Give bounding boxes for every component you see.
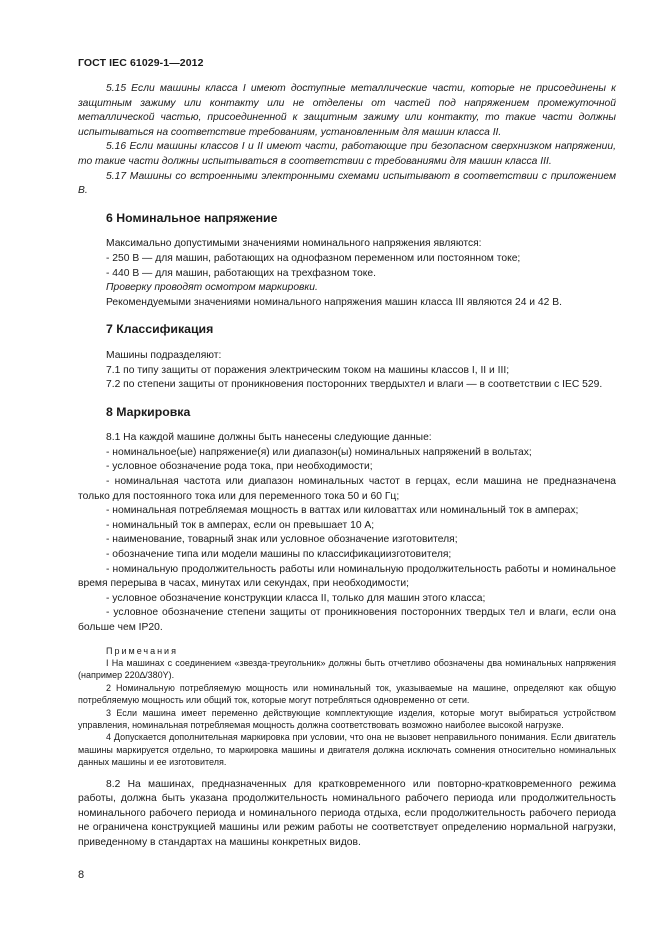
note-item: 3 Если машина имеет переменно действующие комплектующие изделия, которые могут выбираться устройством управления, номинальная потребляемая мощность должна соответствовать возможно наиболее высокой нагрузке. (78, 707, 616, 731)
section-7-intro: Машины подразделяют: (106, 349, 222, 361)
section-6-item-2: - 440 В — для машин, работающих на трехфазном токе. (106, 267, 376, 279)
marking-item: - номинальный ток в амперах, если он превышает 10 А; (106, 519, 375, 531)
marking-item: - номинальная частота или диапазон номинальных частот в герцах, если машина не предназначена только для постоянного тока или для переменного тока 50 и 60 Гц; (78, 476, 616, 502)
marking-item: - номинальная потребляемая мощность в ваттах или киловаттах или номинальный ток в амперах; (106, 505, 579, 517)
clause-7-2: 7.2 по степени защиты от проникновения посторонних твердыхтел и влаги — в соответствии с IEC 529. (106, 379, 603, 391)
marking-item: - обозначение типа или модели машины по классификациизготовителя; (106, 549, 452, 561)
clause-5-17: 5.17 Машины со встроенными электронными схемами испытывают в соответствии с приложением В. (78, 170, 616, 197)
page-body (78, 82, 616, 851)
marking-item: - условное обозначение рода тока, при необходимости; (106, 461, 373, 473)
marking-item: - номинальное(ые) напряжение(я) или диапазон(ы) номинальных напряжений в вольтах; (106, 446, 532, 458)
section-6-recommend: Рекомендуемыми значениями номинального напряжения машин класса III являются 24 и 42 В. (106, 296, 562, 308)
section-7-title: 7 Классификация (106, 322, 214, 337)
notes-title: Примечания (106, 645, 178, 656)
marking-item: - номинальную продолжительность работы или номинальную продолжительность работы и номинальное время перерыва в часах, минутах или секундах, при необходимости; (78, 563, 616, 590)
section-6-check: Проверку проводят осмотром маркировки. (106, 282, 318, 294)
note-item: I На машинах с соединением «звезда-треугольник» должны быть отчетливо обозначены два номинальных напряжения (например 220∆/380Y). (78, 658, 616, 681)
section-6-intro: Максимально допустимыми значениями номинального напряжения являются: (106, 238, 482, 250)
marking-item: - условное обозначение степени защиты от проникновения посторонних твердых тел и влаги, если она больше чем IP20. (78, 607, 616, 633)
marking-item: - наименование, товарный знак или условное обозначение изготовителя; (106, 534, 458, 546)
clause-8-1: 8.1 На каждой машине должны быть нанесены следующие данные: (106, 432, 432, 444)
clause-5-15: 5.15 Если машины класса I имеют доступные металлические части, которые не присоединены к защитным зажиму или контакту или не отделены от частей под напряжением промежуточной металлической частью, присоединенной к защитным зажиму или контакту, то такие части должны испытываться на соответствие требованиям, установленным для машин класса II. (78, 83, 616, 138)
standard-header: ГОСТ IEC 61029-1—2012 (78, 57, 204, 69)
clause-8-2: 8.2 На машинах, предназначенных для кратковременного или повторно-кратковременного режима работы, должна быть указана продолжительность номинального рабочего периода или продолжительность номинального рабочего периода и номинального периода отдыха, если продолжительность рабочего периода не ограничена конструкцией машины или режим работы не соответствует определению нормальной нагрузки, приведенному в стандартах на машины конкретных видов. (78, 778, 616, 849)
note-item: 4 Допускается дополнительная маркировка при условии, что она не вызовет неправильного понимания. Если двигатель машины маркируется отдельно, то маркировка машины и двигателя должна исключать сомнения относительно номинальных данных машины и ее изготовителя. (78, 732, 616, 768)
page-number: 8 (78, 869, 85, 881)
marking-item: - условное обозначение конструкции класса II, только для машин этого класса; (106, 592, 486, 604)
section-6-title: 6 Номинальное напряжение (106, 210, 278, 225)
notes-block (78, 645, 616, 769)
section-6-item-1: - 250 В — для машин, работающих на однофазном переменном или постоянном токе; (106, 252, 521, 264)
clause-7-1: 7.1 по типу защиты от поражения электрическим током на машины классов I, II и III; (106, 364, 510, 376)
clause-5-16: 5.16 Если машины классов I и II имеют части, работающие при безопасном сверхнизком напряжении, то такие части должны испытываться в соответствии с требованиями для машин класса III. (78, 141, 616, 167)
note-item: 2 Номинальную потребляемую мощность или номинальный ток, указываемые на машине, определяют как общую потребляемую мощность или общий ток, которые могут потребляться одновременно от сети. (78, 682, 616, 706)
section-8-title: 8 Маркировка (106, 404, 191, 419)
